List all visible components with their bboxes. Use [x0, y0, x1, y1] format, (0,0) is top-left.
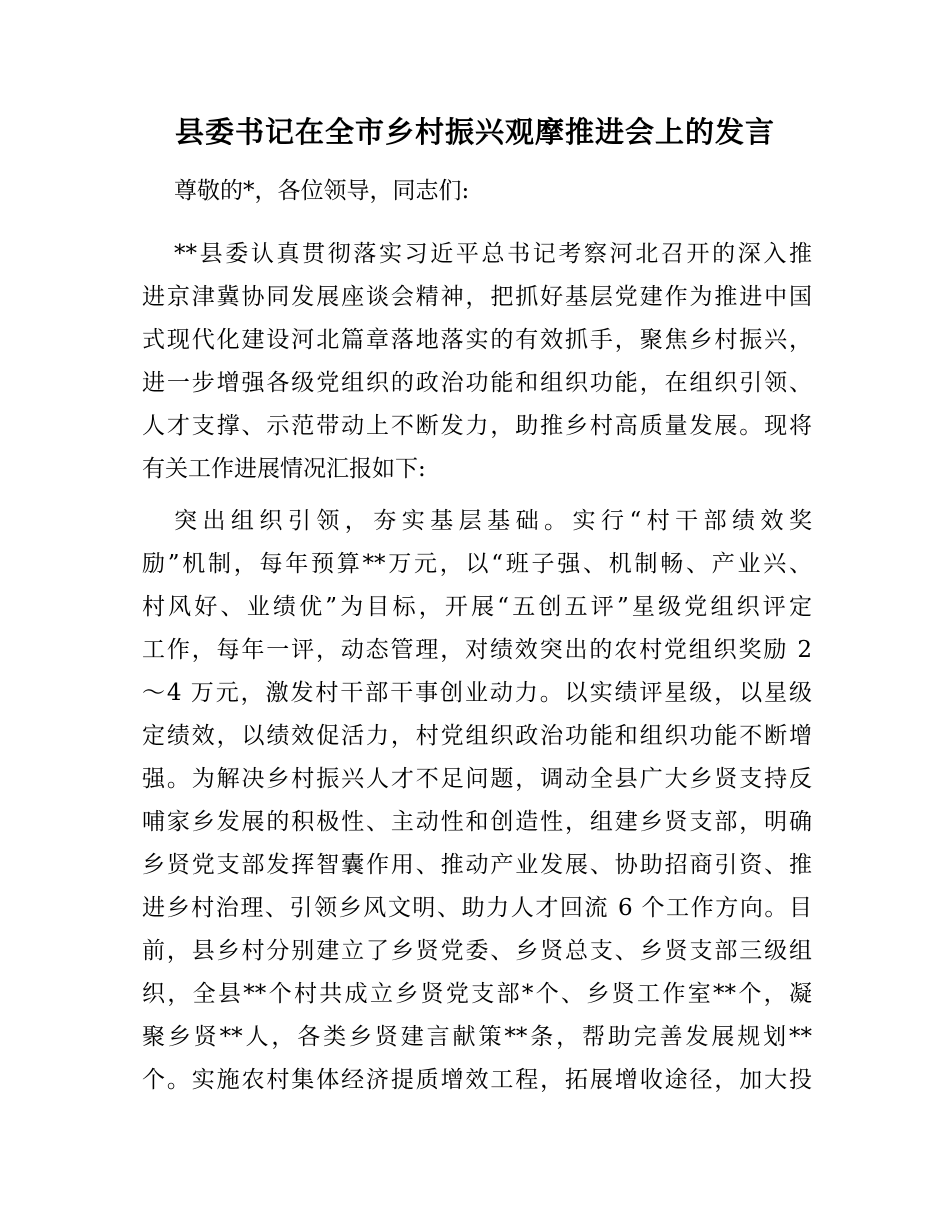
- paragraph-2-line-4: 工作，每年一评，动态管理，对绩效突出的农村党组织奖励 2: [142, 637, 812, 663]
- paragraph-2-line-3: 村风好、业绩优”为目标，开展“五创五评”星级党组织评定: [142, 594, 812, 620]
- paragraph-2-line-14: 个。实施农村集体经济提质增效工程，拓展增收途径，加大投: [142, 1067, 812, 1093]
- paragraph-2-line-12: 织，全县**个村共成立乡贤党支部*个、乡贤工作室**个，凝: [142, 981, 812, 1007]
- paragraph-2-line-11: 前，县乡村分别建立了乡贤党委、乡贤总支、乡贤支部三级组: [142, 938, 812, 964]
- salutation-line: 尊敬的*，各位领导，同志们:: [174, 178, 470, 204]
- document-title: 县委书记在全市乡村振兴观摩推进会上的发言: [174, 115, 775, 149]
- paragraph-2-line-13: 聚乡贤**人，各类乡贤建言献策**条，帮助完善发展规划**: [142, 1024, 812, 1050]
- paragraph-1-line-4: 进一步增强各级党组织的政治功能和组织功能，在组织引领、: [142, 370, 812, 396]
- paragraph-2-line-5: ～4 万元，激发村干部干事创业动力。以实绩评星级，以星级: [142, 680, 812, 706]
- paragraph-2-line-2: 励”机制，每年预算**万元，以“班子强、机制畅、产业兴、: [142, 551, 812, 577]
- paragraph-1-line-3: 式现代化建设河北篇章落地落实的有效抓手，聚焦乡村振兴，: [142, 327, 812, 353]
- paragraph-2-line-8: 哺家乡发展的积极性、主动性和创造性，组建乡贤支部，明确: [142, 809, 812, 835]
- paragraph-1-line-6: 有关工作进展情况汇报如下:: [142, 456, 426, 482]
- paragraph-2-line-1: 突出组织引领，夯实基层基础。实行“村干部绩效奖: [174, 508, 812, 534]
- paragraph-2-line-10: 进乡村治理、引领乡风文明、助力人才回流 6 个工作方向。目: [142, 895, 812, 921]
- paragraph-2-line-9: 乡贤党支部发挥智囊作用、推动产业发展、协助招商引资、推: [142, 852, 812, 878]
- paragraph-2-line-7: 强。为解决乡村振兴人才不足问题，调动全县广大乡贤支持反: [142, 766, 812, 792]
- paragraph-1-line-5: 人才支撑、示范带动上不断发力，助推乡村高质量发展。现将: [142, 413, 812, 439]
- paragraph-2-line-6: 定绩效，以绩效促活力，村党组织政治功能和组织功能不断增: [142, 723, 812, 749]
- paragraph-1-line-1: **县委认真贯彻落实习近平总书记考察河北召开的深入推: [174, 241, 812, 267]
- paragraph-1-line-2: 进京津冀协同发展座谈会精神，把抓好基层党建作为推进中国: [142, 284, 812, 310]
